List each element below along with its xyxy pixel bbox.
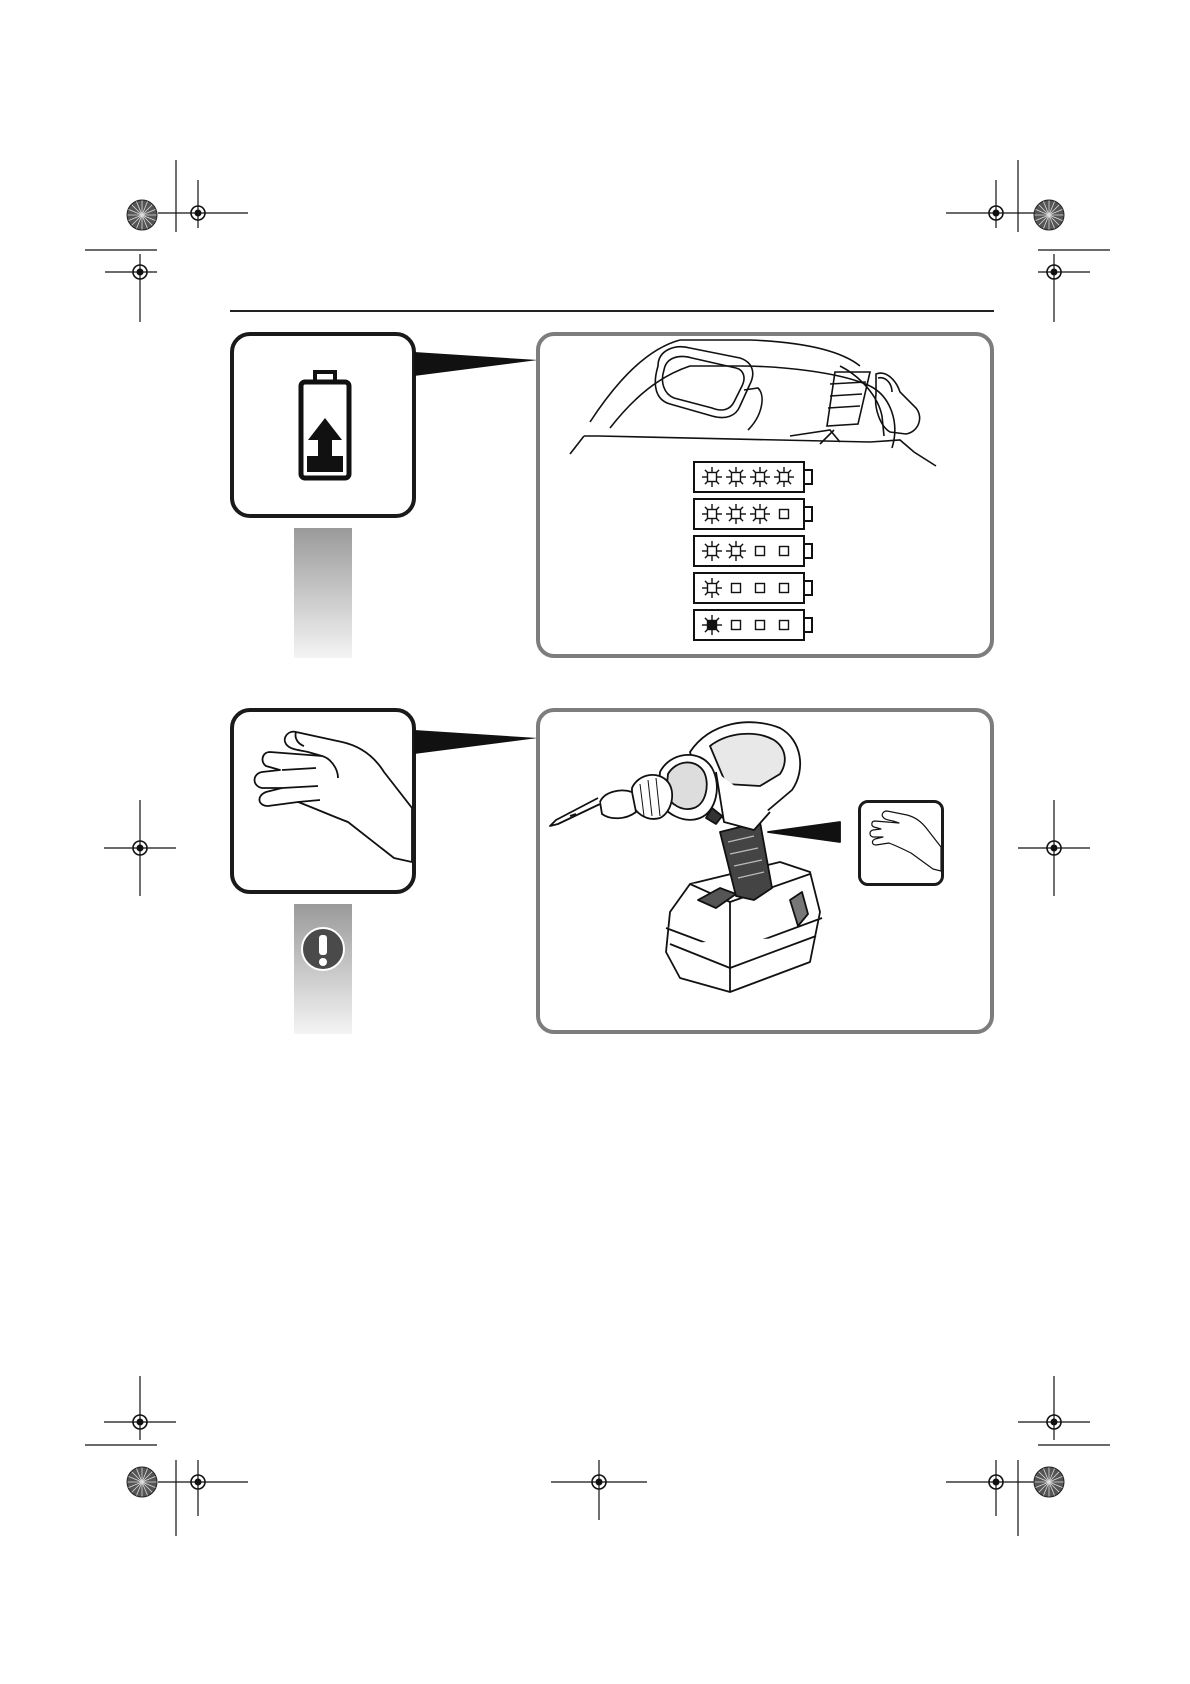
header-rule bbox=[230, 310, 994, 312]
battery-charge-icon bbox=[234, 336, 412, 514]
battery-charge-icon-box bbox=[230, 332, 416, 518]
hand-icon-box bbox=[230, 708, 416, 894]
exclamation-icon bbox=[300, 926, 346, 972]
battery-level-row bbox=[694, 462, 812, 492]
callout-pointer bbox=[414, 350, 538, 380]
battery-level-row bbox=[694, 499, 812, 529]
hand-inset-icon bbox=[861, 803, 941, 883]
callout-pointer bbox=[414, 728, 538, 758]
battery-level-row bbox=[694, 610, 812, 640]
battery-level-row bbox=[694, 536, 812, 566]
battery-level-indicator bbox=[692, 460, 822, 646]
section-marker-bar bbox=[294, 528, 352, 658]
hand-icon bbox=[234, 712, 412, 890]
battery-level-row bbox=[694, 573, 812, 603]
hand-inset-box bbox=[858, 800, 944, 886]
